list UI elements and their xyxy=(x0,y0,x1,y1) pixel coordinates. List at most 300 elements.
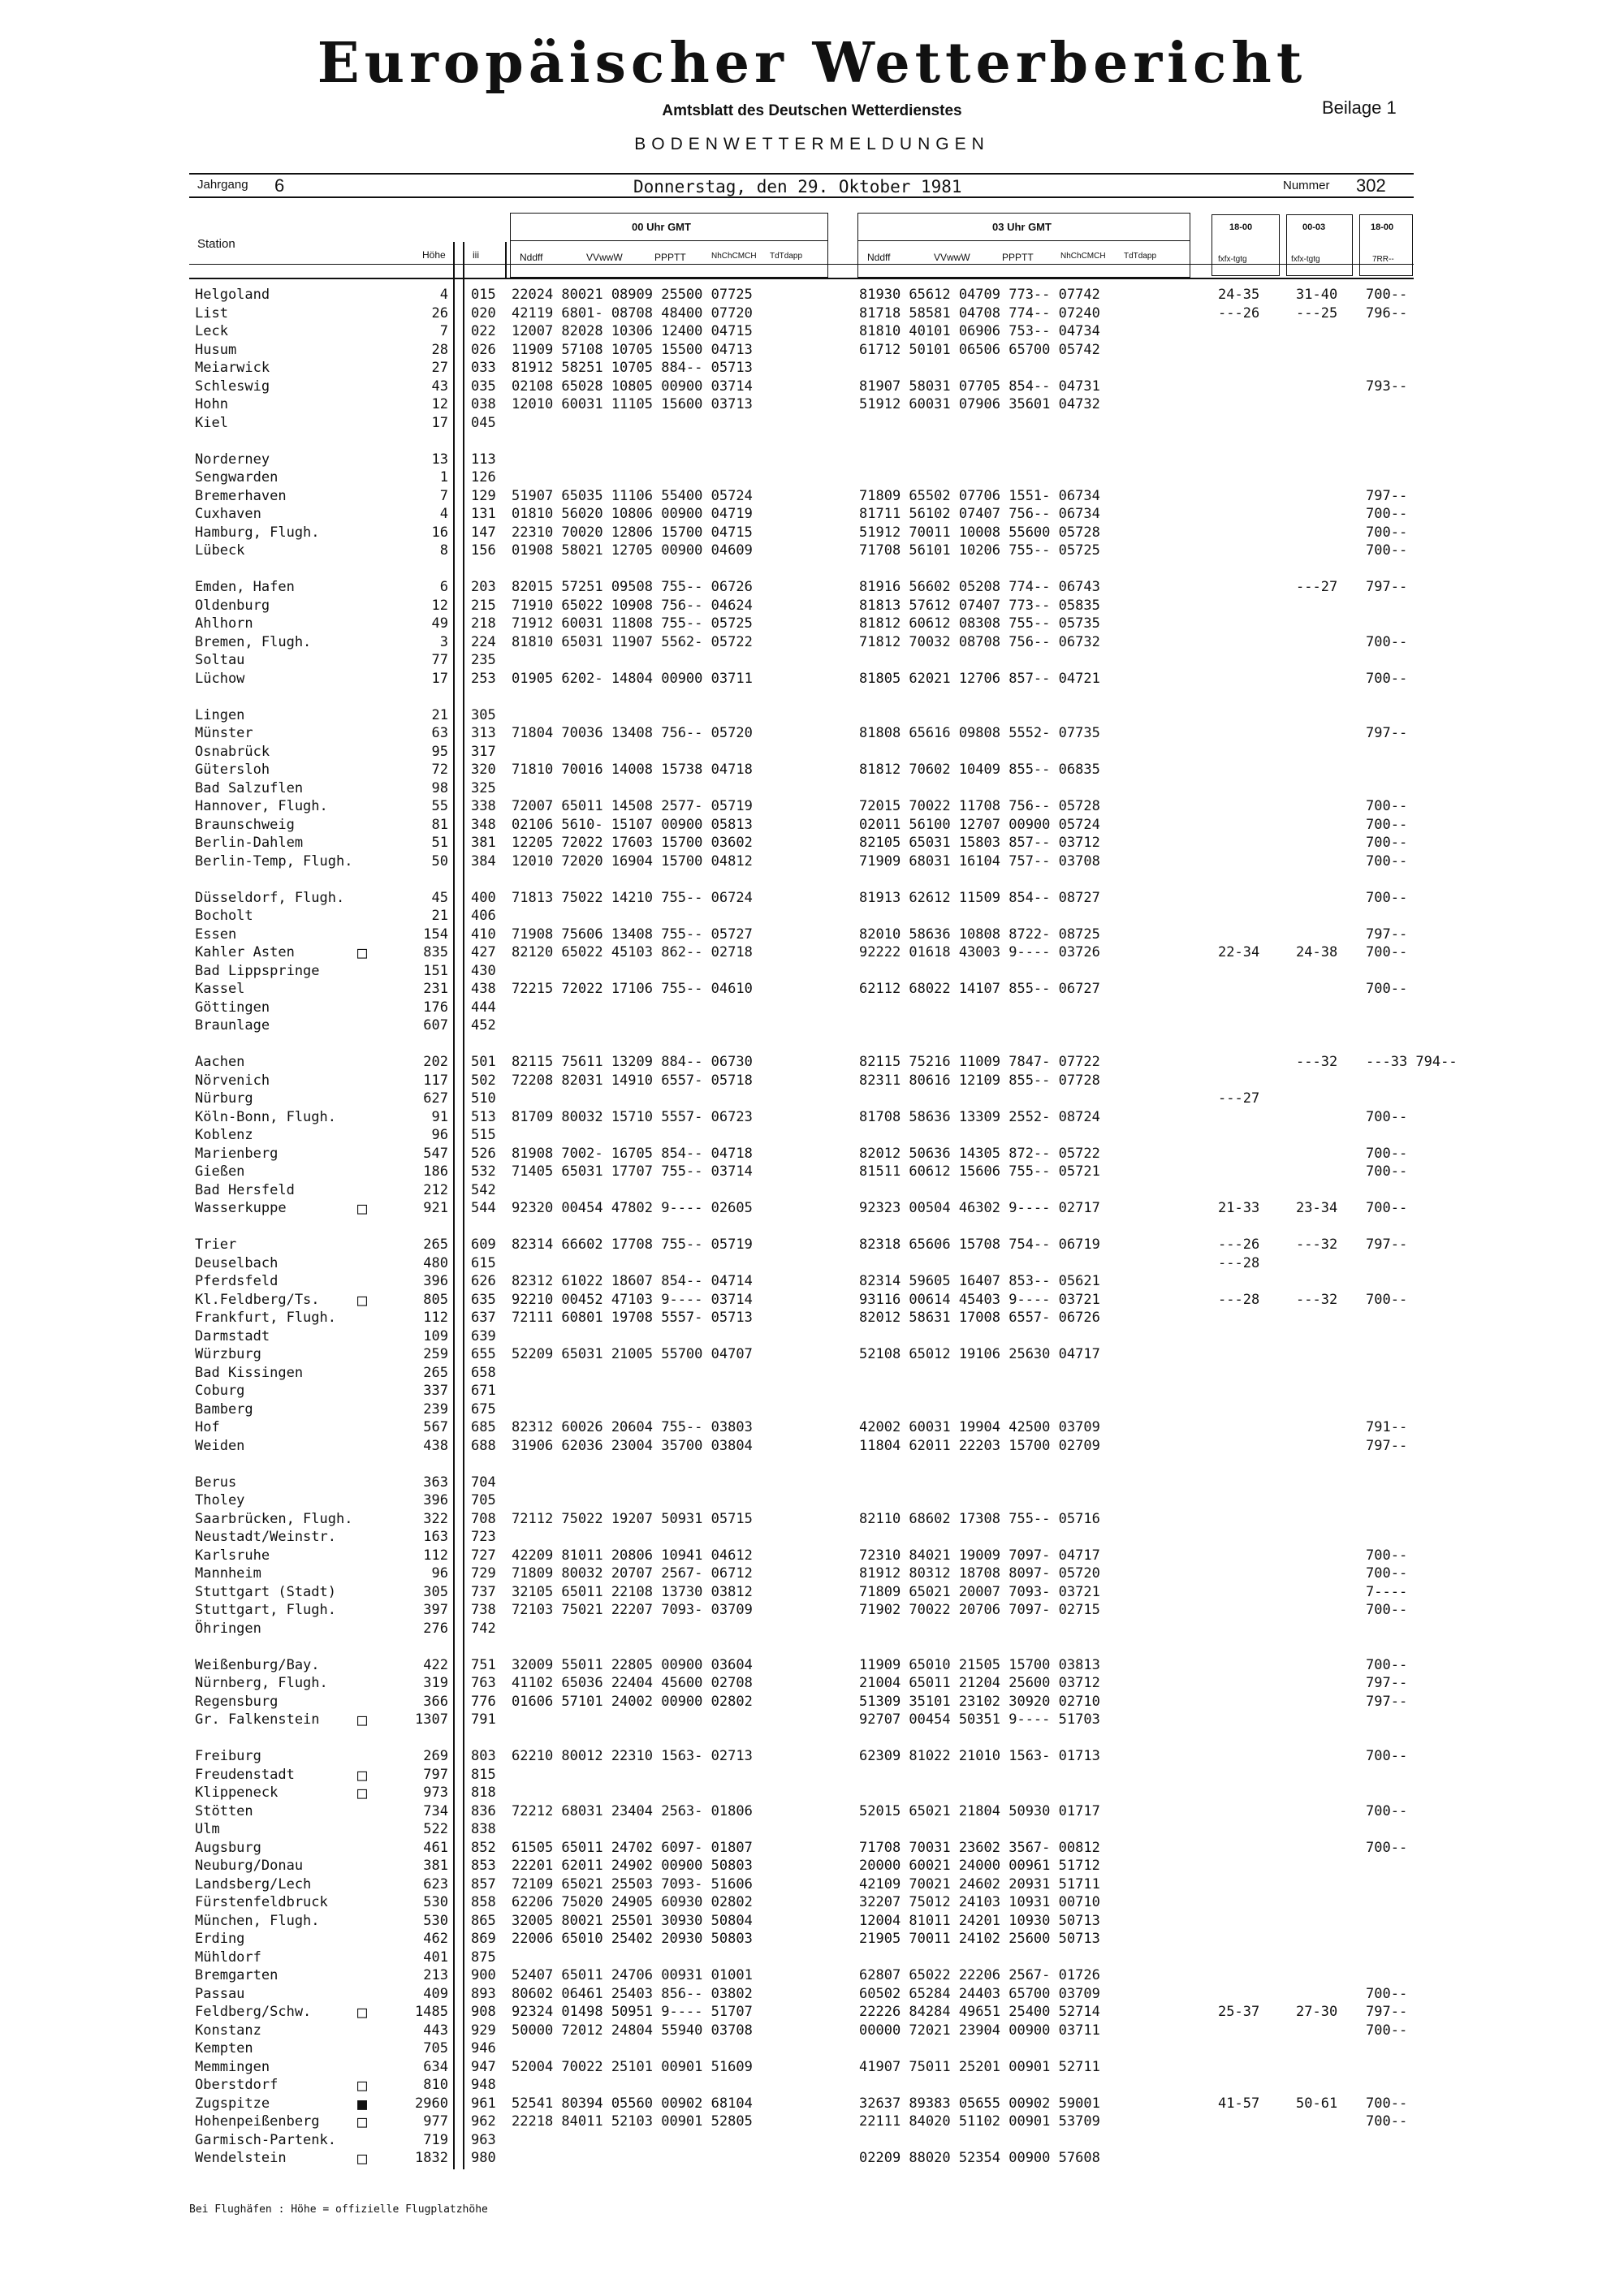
table-row xyxy=(0,1547,1624,1564)
station-height: 63 xyxy=(431,725,448,741)
station-height: 276 xyxy=(423,1621,448,1637)
sub03-1: Nddff xyxy=(867,252,891,263)
station-name: Augsburg xyxy=(195,1840,261,1856)
table-row xyxy=(0,1802,1624,1820)
station-height: 810 xyxy=(423,2077,448,2093)
station-id: 815 xyxy=(471,1767,496,1783)
station-name: Würzburg xyxy=(195,1346,261,1362)
obs-00-gmt: 01810 56020 10806 00900 04719 xyxy=(512,506,753,522)
divider xyxy=(857,240,1190,241)
station-name: Ahlhorn xyxy=(195,615,253,632)
station-height: 8 xyxy=(439,542,448,559)
station-name: Hohenpeißenberg xyxy=(195,2113,320,2130)
station-id: 035 xyxy=(471,378,496,395)
obs-00-gmt: 01908 58021 12705 00900 04609 xyxy=(512,542,753,559)
station-marker: □ xyxy=(357,2148,368,2168)
station-name: Wasserkuppe xyxy=(195,1200,287,1216)
station-id: 836 xyxy=(471,1803,496,1819)
station-height: 627 xyxy=(423,1090,448,1107)
extra-18-00-precip: ---33 794-- xyxy=(1366,1054,1458,1070)
table-row xyxy=(0,468,1624,486)
station-name: Nörvenich xyxy=(195,1072,270,1089)
station-height: 705 xyxy=(423,2040,448,2056)
station-id: 635 xyxy=(471,1292,496,1308)
obs-03-gmt: 71708 56101 10206 755-- 05725 xyxy=(859,542,1100,559)
station-height: 305 xyxy=(423,1584,448,1600)
station-name: Lübeck xyxy=(195,542,245,559)
obs-00-gmt: 92324 01498 50951 9---- 51707 xyxy=(512,2004,753,2020)
station-height: 4 xyxy=(439,506,448,522)
obs-00-gmt: 22201 62011 24902 00900 50803 xyxy=(512,1858,753,1874)
table-row xyxy=(0,1400,1624,1418)
station-id: 338 xyxy=(471,798,496,814)
station-height: 17 xyxy=(431,671,448,687)
obs-03-gmt: 82318 65606 15708 754-- 06719 xyxy=(859,1236,1100,1253)
station-height: 438 xyxy=(423,1438,448,1454)
obs-00-gmt: 71809 80032 20707 2567- 06712 xyxy=(512,1565,753,1582)
station-name: Schleswig xyxy=(195,378,270,395)
station-id: 215 xyxy=(471,598,496,614)
obs-03-gmt: 81808 65616 09808 5552- 07735 xyxy=(859,725,1100,741)
obs-00-gmt: 81709 80032 15710 5557- 06723 xyxy=(512,1109,753,1125)
table-row xyxy=(0,286,1624,304)
station-height: 239 xyxy=(423,1401,448,1418)
obs-00-gmt: 62206 75020 24905 60930 02802 xyxy=(512,1894,753,1910)
station-height: 396 xyxy=(423,1273,448,1289)
table-row xyxy=(0,1072,1624,1090)
station-marker: □ xyxy=(357,1783,368,1802)
obs-03-gmt: 71812 70032 08708 756-- 06732 xyxy=(859,634,1100,650)
extra-18-00-precip: 700-- xyxy=(1366,1840,1408,1856)
station-id: 020 xyxy=(471,305,496,322)
station-name: Coburg xyxy=(195,1383,245,1399)
table-row xyxy=(0,378,1624,395)
obs-03-gmt: 12004 81011 24201 10930 50713 xyxy=(859,1913,1100,1929)
station-height: 112 xyxy=(423,1310,448,1326)
table-row xyxy=(0,926,1624,943)
station-marker: □ xyxy=(357,2112,368,2131)
obs-00-gmt: 71405 65031 17707 755-- 03714 xyxy=(512,1163,753,1180)
table-row xyxy=(0,743,1624,761)
extra-18-00-precip: 700-- xyxy=(1366,798,1408,814)
table-row xyxy=(0,889,1624,907)
table-row xyxy=(0,1711,1624,1728)
obs-00-gmt: 32005 80021 25501 30930 50804 xyxy=(512,1913,753,1929)
station-id: 038 xyxy=(471,396,496,412)
station-height: 530 xyxy=(423,1913,448,1929)
station-id: 203 xyxy=(471,579,496,595)
extra-18-00-precip: 797-- xyxy=(1366,1675,1408,1691)
sub00-5: TdTdapp xyxy=(770,252,803,261)
table-row xyxy=(0,2149,1624,2167)
station-height: 480 xyxy=(423,1255,448,1271)
table-row xyxy=(0,1418,1624,1436)
extra-00-03: ---32 xyxy=(1296,1054,1338,1070)
station-id: 727 xyxy=(471,1547,496,1564)
station-id: 381 xyxy=(471,835,496,851)
obs-03-gmt: 81813 57612 07407 773-- 05835 xyxy=(859,598,1100,614)
extra-18-00: 21-33 xyxy=(1218,1200,1260,1216)
station-name: Kl.Feldberg/Ts. xyxy=(195,1292,320,1308)
table-row xyxy=(0,615,1624,632)
station-name: Pferdsfeld xyxy=(195,1273,279,1289)
station-name: Darmstadt xyxy=(195,1328,270,1344)
table-row xyxy=(0,633,1624,651)
station-id: 947 xyxy=(471,2059,496,2075)
table-row xyxy=(0,1620,1624,1638)
obs-03-gmt: 82012 50636 14305 872-- 05722 xyxy=(859,1146,1100,1162)
station-name: Gr. Falkenstein xyxy=(195,1711,320,1728)
station-name: Nürnberg, Flugh. xyxy=(195,1675,328,1691)
obs-00-gmt: 42119 6801- 08708 48400 07720 xyxy=(512,305,753,322)
station-height: 16 xyxy=(431,524,448,541)
obs-00-gmt: 62210 80012 22310 1563- 02713 xyxy=(512,1748,753,1764)
table-row xyxy=(0,1126,1624,1144)
col-extra3: 7RR-- xyxy=(1372,255,1394,264)
table-row xyxy=(0,1656,1624,1674)
station-id: 045 xyxy=(471,415,496,431)
station-id: 224 xyxy=(471,634,496,650)
station-name: Ulm xyxy=(195,1821,220,1837)
station-id: 113 xyxy=(471,451,496,468)
obs-03-gmt: 51912 70011 10008 55600 05728 xyxy=(859,524,1100,541)
station-id: 776 xyxy=(471,1694,496,1710)
station-id: 438 xyxy=(471,981,496,997)
station-name: Regensburg xyxy=(195,1694,279,1710)
station-name: Neustadt/Weinstr. xyxy=(195,1529,336,1545)
extra-18-00-precip: 797-- xyxy=(1366,1694,1408,1710)
extra-18-00-precip: 700-- xyxy=(1366,542,1408,559)
station-height: 109 xyxy=(423,1328,448,1344)
station-id: 410 xyxy=(471,926,496,943)
station-id: 126 xyxy=(471,469,496,486)
obs-00-gmt: 71810 70016 14008 15738 04718 xyxy=(512,762,753,778)
obs-00-gmt: 52004 70022 25101 00901 51609 xyxy=(512,2059,753,2075)
obs-00-gmt: 01606 57101 24002 00900 02802 xyxy=(512,1694,753,1710)
station-height: 72 xyxy=(431,762,448,778)
obs-03-gmt: 21004 65011 21204 25600 03712 xyxy=(859,1675,1100,1691)
table-row xyxy=(0,1309,1624,1327)
station-height: 835 xyxy=(423,944,448,960)
station-height: 21 xyxy=(431,908,448,924)
obs-03-gmt: 81916 56602 05208 774-- 06743 xyxy=(859,579,1100,595)
station-name: Freudenstadt xyxy=(195,1767,295,1783)
station-id: 400 xyxy=(471,890,496,906)
station-height: 461 xyxy=(423,1840,448,1856)
station-name: Soltau xyxy=(195,652,245,668)
station-name: Bad Hersfeld xyxy=(195,1182,295,1198)
station-name: List xyxy=(195,305,228,322)
extra-18-00-precip: 700-- xyxy=(1366,524,1408,541)
station-id: 803 xyxy=(471,1748,496,1764)
station-height: 462 xyxy=(423,1931,448,1947)
table-row xyxy=(0,797,1624,815)
obs-00-gmt: 12205 72022 17603 15700 03602 xyxy=(512,835,753,851)
extra-18-00-precip: 700-- xyxy=(1366,853,1408,870)
obs-00-gmt: 71813 75022 14210 755-- 06724 xyxy=(512,890,753,906)
obs-00-gmt: 72111 60801 19708 5557- 05713 xyxy=(512,1310,753,1326)
table-row xyxy=(0,2131,1624,2149)
station-id: 348 xyxy=(471,817,496,833)
station-id: 526 xyxy=(471,1146,496,1162)
table-row xyxy=(0,834,1624,852)
station-id: 015 xyxy=(471,287,496,303)
table-row xyxy=(0,1382,1624,1400)
station-name: Koblenz xyxy=(195,1127,253,1143)
station-name: Stuttgart (Stadt) xyxy=(195,1584,336,1600)
extra-18-00: 22-34 xyxy=(1218,944,1260,960)
station-id: 626 xyxy=(471,1273,496,1289)
obs-03-gmt: 82115 75216 11009 7847- 07722 xyxy=(859,1054,1100,1070)
station-height: 269 xyxy=(423,1748,448,1764)
obs-00-gmt: 12010 60031 11105 15600 03713 xyxy=(512,396,753,412)
station-name: Helgoland xyxy=(195,287,270,303)
extra-18-00-precip: 700-- xyxy=(1366,1547,1408,1564)
table-row xyxy=(0,1181,1624,1199)
station-id: 708 xyxy=(471,1511,496,1527)
table-row xyxy=(0,761,1624,779)
station-name: Stötten xyxy=(195,1803,253,1819)
station-height: 27 xyxy=(431,360,448,376)
col-range2: 00-03 xyxy=(1302,222,1326,232)
table-row xyxy=(0,1491,1624,1509)
obs-03-gmt: 81708 58636 13309 2552- 08724 xyxy=(859,1109,1100,1125)
station-name: Tholey xyxy=(195,1492,245,1508)
table-row xyxy=(0,1985,1624,2003)
station-height: 212 xyxy=(423,1182,448,1198)
station-id: 305 xyxy=(471,707,496,723)
table-row xyxy=(0,542,1624,559)
sub03-3: PPPTT xyxy=(1002,252,1034,263)
station-name: Bremerhaven xyxy=(195,488,287,504)
obs-00-gmt: 22218 84011 52103 00901 52805 xyxy=(512,2113,753,2130)
obs-03-gmt: 42002 60031 19904 42500 03709 xyxy=(859,1419,1100,1435)
station-name: Trier xyxy=(195,1236,237,1253)
station-id: 961 xyxy=(471,2095,496,2112)
station-id: 853 xyxy=(471,1858,496,1874)
extra-18-00-precip: 700-- xyxy=(1366,1163,1408,1180)
obs-00-gmt: 72109 65021 25503 7093- 51606 xyxy=(512,1876,753,1892)
obs-03-gmt: 32207 75012 24103 10931 00710 xyxy=(859,1894,1100,1910)
station-name: Weißenburg/Bay. xyxy=(195,1657,320,1673)
obs-03-gmt: 72310 84021 19009 7097- 04717 xyxy=(859,1547,1100,1564)
station-height: 7 xyxy=(439,323,448,339)
extra-18-00-precip: 700-- xyxy=(1366,2022,1408,2039)
extra-18-00-precip: 700-- xyxy=(1366,2113,1408,2130)
station-height: 607 xyxy=(423,1017,448,1034)
obs-03-gmt: 82105 65031 15803 857-- 03712 xyxy=(859,835,1100,851)
station-id: 532 xyxy=(471,1163,496,1180)
extra-18-00-precip: 700-- xyxy=(1366,1200,1408,1216)
obs-03-gmt: 00000 72021 23904 00900 03711 xyxy=(859,2022,1100,2039)
station-id: 235 xyxy=(471,652,496,668)
obs-00-gmt: 71910 65022 10908 756-- 04624 xyxy=(512,598,753,614)
station-name: Oberstdorf xyxy=(195,2077,279,2093)
obs-00-gmt: 11909 57108 10705 15500 04713 xyxy=(512,342,753,358)
extra-18-00-precip: 700-- xyxy=(1366,1146,1408,1162)
station-height: 151 xyxy=(423,963,448,979)
station-id: 675 xyxy=(471,1401,496,1418)
table-row xyxy=(0,1090,1624,1107)
station-id: 857 xyxy=(471,1876,496,1892)
station-name: Oldenburg xyxy=(195,598,270,614)
station-name: Karlsruhe xyxy=(195,1547,270,1564)
station-height: 26 xyxy=(431,305,448,322)
obs-00-gmt: 12007 82028 10306 12400 04715 xyxy=(512,323,753,339)
station-id: 838 xyxy=(471,1821,496,1837)
table-row xyxy=(0,907,1624,925)
col-gmt00: 00 Uhr GMT xyxy=(632,221,691,233)
obs-03-gmt: 81812 60612 08308 755-- 05735 xyxy=(859,615,1100,632)
station-name: Kiel xyxy=(195,415,228,431)
table-row xyxy=(0,1747,1624,1765)
station-height: 396 xyxy=(423,1492,448,1508)
station-id: 858 xyxy=(471,1894,496,1910)
station-id: 704 xyxy=(471,1474,496,1491)
station-height: 719 xyxy=(423,2132,448,2148)
extra-18-00: ---28 xyxy=(1218,1292,1260,1308)
station-height: 186 xyxy=(423,1163,448,1180)
station-height: 7 xyxy=(439,488,448,504)
extra-18-00-precip: 7---- xyxy=(1366,1584,1408,1600)
table-row xyxy=(0,395,1624,413)
obs-03-gmt: 61712 50101 06506 65700 05742 xyxy=(859,342,1100,358)
obs-03-gmt: 81511 60612 15606 755-- 05721 xyxy=(859,1163,1100,1180)
obs-00-gmt: 41102 65036 22404 45600 02708 xyxy=(512,1675,753,1691)
col-rule xyxy=(505,242,507,278)
station-name: Gießen xyxy=(195,1163,245,1180)
extra-00-03: 24-38 xyxy=(1296,944,1338,960)
station-name: Kempten xyxy=(195,2040,253,2056)
station-id: 791 xyxy=(471,1711,496,1728)
station-height: 366 xyxy=(423,1694,448,1710)
obs-03-gmt: 71708 70031 23602 3567- 00812 xyxy=(859,1840,1100,1856)
nummer-value: 302 xyxy=(1356,175,1386,196)
extra-00-03: 23-34 xyxy=(1296,1200,1338,1216)
station-id: 313 xyxy=(471,725,496,741)
station-name: Öhringen xyxy=(195,1621,261,1637)
station-name: Berlin-Temp, Flugh. xyxy=(195,853,353,870)
footnote: Bei Flughäfen : Höhe = offizielle Flugplatzhöhe xyxy=(189,2203,488,2216)
extra-18-00: ---26 xyxy=(1218,1236,1260,1253)
station-name: Köln-Bonn, Flugh. xyxy=(195,1109,336,1125)
station-height: 6 xyxy=(439,579,448,595)
station-id: 751 xyxy=(471,1657,496,1673)
beilage-label: Beilage 1 xyxy=(1322,97,1397,118)
station-marker: ■ xyxy=(357,2094,368,2113)
table-row xyxy=(0,2039,1624,2057)
extra-00-03: ---25 xyxy=(1296,305,1338,322)
table-row xyxy=(0,816,1624,834)
obs-03-gmt: 81718 58581 04708 774-- 07240 xyxy=(859,305,1100,322)
station-id: 893 xyxy=(471,1986,496,2002)
station-name: Landsberg/Lech xyxy=(195,1876,312,1892)
obs-03-gmt: 52108 65012 19106 25630 04717 xyxy=(859,1346,1100,1362)
station-height: 231 xyxy=(423,981,448,997)
station-name: Mühldorf xyxy=(195,1949,261,1966)
extra-18-00-precip: 797-- xyxy=(1366,1236,1408,1253)
station-name: Hamburg, Flugh. xyxy=(195,524,320,541)
sub00-4: NhChCMCH xyxy=(711,252,757,261)
obs-00-gmt: 72208 82031 14910 6557- 05718 xyxy=(512,1072,753,1089)
station-name: Klippeneck xyxy=(195,1785,279,1801)
station-id: 510 xyxy=(471,1090,496,1107)
obs-03-gmt: 71902 70022 20706 7097- 02715 xyxy=(859,1602,1100,1618)
table-row xyxy=(0,779,1624,797)
station-id: 026 xyxy=(471,342,496,358)
obs-00-gmt: 50000 72012 24804 55940 03708 xyxy=(512,2022,753,2039)
col-range1: 18-00 xyxy=(1229,222,1253,232)
col-iii: iii xyxy=(473,249,479,261)
station-height: 96 xyxy=(431,1127,448,1143)
station-height: 43 xyxy=(431,378,448,395)
extra-18-00-precip: 700-- xyxy=(1366,1109,1408,1125)
station-name: Konstanz xyxy=(195,2022,261,2039)
station-name: Göttingen xyxy=(195,999,270,1016)
station-id: 900 xyxy=(471,1967,496,1983)
station-name: Leck xyxy=(195,323,228,339)
obs-00-gmt: 52209 65031 21005 55700 04707 xyxy=(512,1346,753,1362)
obs-03-gmt: 11909 65010 21505 15700 03813 xyxy=(859,1657,1100,1673)
obs-03-gmt: 42109 70021 24602 20931 51711 xyxy=(859,1876,1100,1892)
station-name: Braunlage xyxy=(195,1017,270,1034)
station-id: 639 xyxy=(471,1328,496,1344)
extra-18-00-precip: 700-- xyxy=(1366,506,1408,522)
page-title: Europäischer Wetterbericht xyxy=(317,31,1307,96)
obs-00-gmt: 52407 65011 24706 00931 01001 xyxy=(512,1967,753,1983)
station-name: Cuxhaven xyxy=(195,506,261,522)
col-gmt03: 03 Uhr GMT xyxy=(992,221,1052,233)
station-id: 609 xyxy=(471,1236,496,1253)
station-marker: □ xyxy=(357,1710,368,1729)
extra-18-00-precip: 700-- xyxy=(1366,671,1408,687)
table-row xyxy=(0,1108,1624,1126)
table-row xyxy=(0,1437,1624,1455)
station-name: Weiden xyxy=(195,1438,245,1454)
station-name: Mannheim xyxy=(195,1565,261,1582)
station-height: 28 xyxy=(431,342,448,358)
extra-18-00-precip: 797-- xyxy=(1366,579,1408,595)
station-name: Münster xyxy=(195,725,253,741)
station-name: Braunschweig xyxy=(195,817,295,833)
obs-03-gmt: 60502 65284 24403 65700 03709 xyxy=(859,1986,1100,2002)
extra-18-00-precip: 797-- xyxy=(1366,488,1408,504)
station-height: 21 xyxy=(431,707,448,723)
station-name: Feldberg/Schw. xyxy=(195,2004,312,2020)
obs-00-gmt: 22310 70020 12806 15700 04715 xyxy=(512,524,753,541)
station-height: 265 xyxy=(423,1365,448,1381)
station-height: 95 xyxy=(431,744,448,760)
col-station: Station xyxy=(197,237,235,251)
station-height: 409 xyxy=(423,1986,448,2002)
obs-03-gmt: 62112 68022 14107 855-- 06727 xyxy=(859,981,1100,997)
extra-18-00-precip: 791-- xyxy=(1366,1419,1408,1435)
station-height: 154 xyxy=(423,926,448,943)
table-row xyxy=(0,1930,1624,1948)
station-name: Marienberg xyxy=(195,1146,279,1162)
station-name: Lingen xyxy=(195,707,245,723)
obs-00-gmt: 02108 65028 10805 00900 03714 xyxy=(512,378,753,395)
station-marker: □ xyxy=(357,943,368,962)
jahrgang-label: Jahrgang xyxy=(197,178,248,192)
table-row xyxy=(0,999,1624,1016)
obs-00-gmt: 61505 65011 24702 6097- 01807 xyxy=(512,1840,753,1856)
extra-18-00-precip: 793-- xyxy=(1366,378,1408,395)
station-height: 77 xyxy=(431,652,448,668)
station-name: München, Flugh. xyxy=(195,1913,320,1929)
station-height: 623 xyxy=(423,1876,448,1892)
obs-03-gmt: 41907 75011 25201 00901 52711 xyxy=(859,2059,1100,2075)
